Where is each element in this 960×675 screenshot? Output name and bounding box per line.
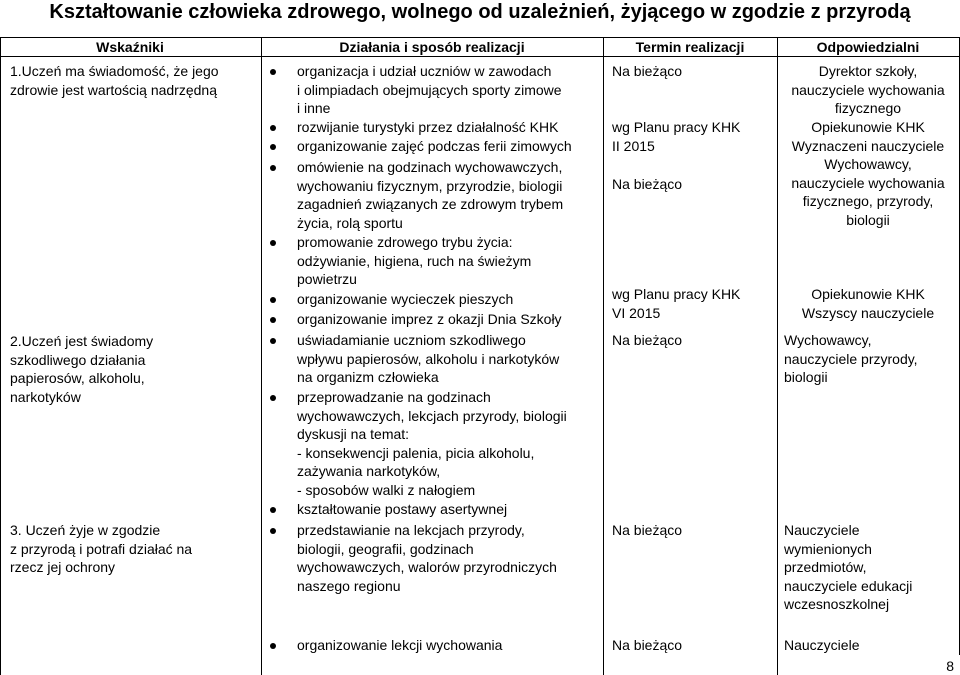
bullet-icon <box>270 528 276 534</box>
header-top-rule <box>0 37 960 38</box>
responsible: Nauczyciele <box>784 637 860 653</box>
term: wg Planu pracy KHK II 2015 <box>612 119 741 154</box>
bullet-icon <box>270 395 276 401</box>
responsible: Dyrektor szkoły, nauczyciele wychowania fizycznego <box>791 63 945 116</box>
bullet-icon <box>270 338 276 344</box>
responsible: Opiekunowie KHK Wszyscy nauczyciele <box>801 286 935 321</box>
header-actions: Działania i sposób realizacji <box>339 39 525 55</box>
bullet-icon <box>270 165 276 171</box>
indicator-3: 3. Uczeń żyje w zgodzie z przyrodą i potrafi działać na rzecz jej ochrony <box>10 522 193 575</box>
header-indicators: Wskaźniki <box>96 39 164 55</box>
column-divider <box>0 37 1 675</box>
responsible: Wyznaczeni nauczyciele <box>791 138 945 154</box>
bullet-icon <box>270 125 276 131</box>
page-number: 8 <box>946 658 954 674</box>
bullet-icon <box>270 240 276 246</box>
responsible: Wychowawcy, nauczyciele przyrody, biologii <box>784 332 918 385</box>
column-divider <box>261 37 262 675</box>
bullet-icon <box>270 297 276 303</box>
bullet-icon <box>270 507 276 513</box>
term: Na bieżąco <box>612 637 683 653</box>
indicator-2: 2.Uczeń jest świadomy szkodliwego działania papierosów, alkoholu, narkotyków <box>10 333 154 405</box>
bullet-icon <box>270 643 276 649</box>
term: wg Planu pracy KHK VI 2015 <box>612 286 741 321</box>
bullet-icon <box>270 144 276 150</box>
responsible: Opiekunowie KHK <box>811 119 925 135</box>
header-responsible: Odpowiedzialni <box>816 39 920 55</box>
responsible: Wychowawcy, nauczyciele wychowania fizycznego, przyrody, biologii <box>791 156 945 228</box>
column-divider <box>603 37 604 675</box>
term: Na bieżąco <box>612 63 683 79</box>
page-title: Kształtowanie człowieka zdrowego, wolnego od uzależnień, żyjącego w zgodzie z przyrodą <box>49 1 911 23</box>
term: Na bieżąco <box>612 176 683 192</box>
term: Na bieżąco <box>612 332 683 348</box>
responsible: Nauczyciele wymienionych przedmiotów, nauczyciele edukacji wczesnoszkolnej <box>784 522 913 612</box>
header-term: Termin realizacji <box>635 39 745 55</box>
header-bottom-rule <box>0 56 960 57</box>
indicator-1: 1.Uczeń ma świadomość, że jego zdrowie jest wartością nadrzędną <box>10 63 219 98</box>
bullet-icon <box>270 317 276 323</box>
term: Na bieżąco <box>612 522 683 538</box>
bullet-icon <box>270 69 276 75</box>
